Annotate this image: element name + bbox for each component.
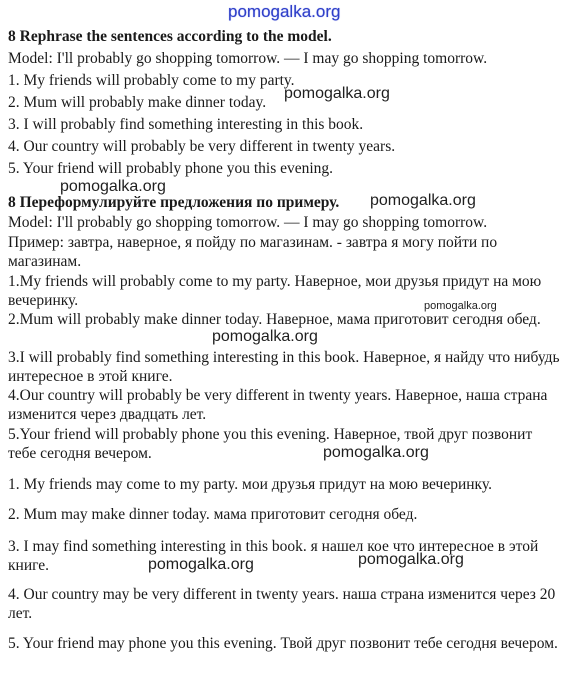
watermark: pomogalka.org (284, 85, 390, 102)
watermark: pomogalka.org (148, 556, 254, 573)
task-en-model: Model: I'll probably go shopping tomorrow. — I may go shopping tomorrow. (8, 50, 488, 67)
answer-1: 1. My friends may come to my party. мои друзья придут на мою вечеринку. (8, 476, 492, 493)
watermark: pomogalka.org (212, 328, 318, 345)
task-ru-item-3: 3.I will probably find something interesting in this book. Наверное, я найду что нибудь интересное в этой книге. (8, 349, 560, 385)
task-ru-example: Пример: завтра, наверное, я пойду по магазинам. - завтра я могу пойти по магазинам. (8, 234, 498, 270)
answer-2: 2. Mum may make dinner today. мама приготовит сегодня обед. (8, 506, 418, 523)
watermark: pomogalka.org (60, 178, 166, 195)
watermark: pomogalka.org (370, 192, 476, 209)
answer-5: 5. Your friend may phone you this evening. Твой друг позвонит тебе сегодня вечером. (8, 635, 558, 652)
task-en-item-2: 2. Mum will probably make dinner today. (8, 94, 267, 111)
task-ru-item-1: 1.My friends will probably come to my party. Наверное, мои друзья придут на мою вечеринку. (8, 273, 542, 309)
task-ru-model: Model: I'll probably go shopping tomorrow. — I may go shopping tomorrow. (8, 214, 488, 231)
task-ru-heading: 8 Переформулируйте предложения по примеру. (8, 194, 340, 211)
task-ru-item-4: 4.Our country will probably be very different in twenty years. Наверное, наша страна изменится через двадцать лет. (8, 387, 548, 423)
task-ru-item-2: 2.Mum will probably make dinner today. Наверное, мама приготовит сегодня обед. (8, 311, 541, 328)
watermark-top: pomogalka.org (228, 2, 341, 21)
watermark: pomogalka.org (323, 444, 429, 461)
task-en-heading: 8 Rephrase the sentences according to the model. (8, 28, 332, 45)
answer-4: 4. Our country may be very different in twenty years. наша страна изменится через 20 лет. (8, 586, 556, 622)
task-ru-item-5: 5.Your friend will probably phone you this evening. Наверное, твой друг позвонит тебе сегодня вечером. (8, 426, 533, 462)
watermark: pomogalka.org (424, 300, 497, 312)
watermark: pomogalka.org (358, 551, 464, 568)
task-en-item-1: 1. My friends will probably come to my party. (8, 72, 295, 89)
task-en-item-3: 3. I will probably find something interesting in this book. (8, 116, 364, 133)
task-en-item-4: 4. Our country will probably be very different in twenty years. (8, 138, 396, 155)
task-en-item-5: 5. Your friend will probably phone you this evening. (8, 160, 334, 177)
answer-3: 3. I may find something interesting in this book. я нашел кое что интересное в этой книге. (8, 538, 539, 574)
